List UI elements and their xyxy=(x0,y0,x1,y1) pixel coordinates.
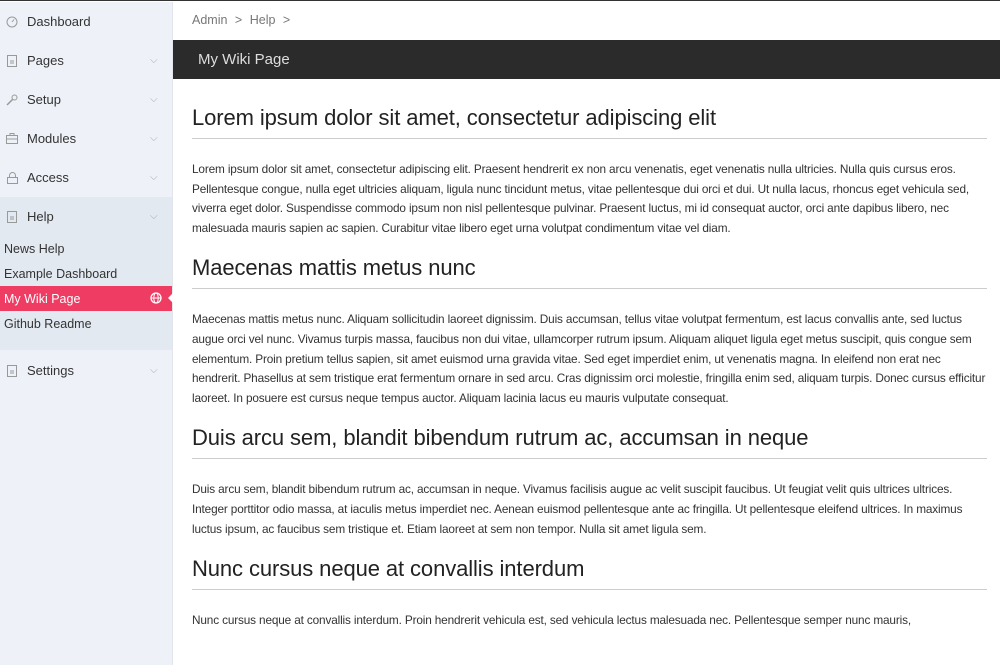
globe-icon xyxy=(150,292,162,307)
section-heading: Nunc cursus neque at convallis interdum xyxy=(192,556,987,590)
section-body: Nunc cursus neque at convallis interdum. Proin hendrerit vehicula est, sed vehicula lectus malesuada nec. Pellentesque semper nunc mauris, xyxy=(192,613,911,628)
wrench-icon xyxy=(5,93,19,107)
chevron-down-icon: ⌵ xyxy=(150,133,158,144)
sidebar-item-label: Dashboard xyxy=(27,14,91,29)
sidebar-item-label: Setup xyxy=(27,92,61,107)
briefcase-icon xyxy=(5,132,19,146)
breadcrumb xyxy=(192,13,294,27)
sidebar-subitem-example-dashboard[interactable]: Example Dashboard xyxy=(4,266,118,281)
sidebar-item-dashboard[interactable] xyxy=(0,2,172,41)
section-body: Duis arcu sem, blandit bibendum rutrum ac, accumsan in neque. Vivamus facilisis augue ac velit suscipit faucibus. Ut feugiat velit quis ultrices ultrices. Integer porttitor odio massa, at iaculis metus imperdiet nec. Aenean euismod pellentesque ante ac fringilla. Ut pellentesque eleifend ultrices. In maximus luctus ipsum, ac faucibus sem tristique et. Etiam laoreet at sem non tempor. Nulla sit amet ligula sem. xyxy=(192,482,963,536)
sidebar-item-pages[interactable] xyxy=(0,41,172,80)
section-heading: Maecenas mattis metus nunc xyxy=(192,255,987,289)
breadcrumb-help[interactable]: Help xyxy=(249,13,276,27)
page-title-bar xyxy=(173,40,1000,79)
sidebar-item-label: Access xyxy=(27,170,69,185)
chevron-down-icon: ⌵ xyxy=(150,211,158,222)
sidebar-item-access[interactable] xyxy=(0,158,172,197)
help-group xyxy=(0,197,172,350)
breadcrumb-separator: > xyxy=(234,13,243,27)
page-icon xyxy=(5,210,19,224)
page-title: My Wiki Page xyxy=(198,51,290,68)
page-icon xyxy=(5,54,19,68)
sidebar-item-settings[interactable] xyxy=(0,351,172,390)
wiki-content xyxy=(192,105,987,648)
sidebar-subitem-news-help[interactable]: News Help xyxy=(4,241,65,256)
chevron-down-icon: ⌵ xyxy=(150,94,158,105)
sidebar xyxy=(0,2,173,665)
sidebar-item-label: Help xyxy=(27,209,54,224)
section-heading: Lorem ipsum dolor sit amet, consectetur adipiscing elit xyxy=(192,105,987,139)
breadcrumb-separator: > xyxy=(282,13,291,27)
section-body: Maecenas mattis metus nunc. Aliquam sollicitudin laoreet dignissim. Duis accumsan, tellus vitae volutpat fermentum, est lacus convallis ante, sed luctus augue orci vel nunc. Vivamus turpis massa, faucibus non dui vitae, ullamcorper rutrum ipsum. Aliquam aliquet ligula eget metus suscipit, quis congue sem elementum. Proin pretium tellus sapien, sit amet euismod urna gravida vitae. Sed eget imperdiet enim, ut venenatis magna. In eleifend non erat nec hendrerit. Phasellus at sem tristique erat fermentum ornare in sed arcu. Cras dignissim orci molestie, fringilla enim sed, aliquam turpis. Donec cursus efficitur laoreet. In posuere est cursus neque tempus auctor. Aliquam lacinia lacus eu mauris vulputate consequat. xyxy=(192,312,986,405)
sidebar-item-label: Settings xyxy=(27,363,74,378)
breadcrumb-admin[interactable]: Admin xyxy=(192,13,228,27)
sidebar-item-label: Modules xyxy=(27,131,77,146)
section-heading: Duis arcu sem, blandit bibendum rutrum ac, accumsan in neque xyxy=(192,425,987,459)
sidebar-item-setup[interactable] xyxy=(0,80,172,119)
lock-icon xyxy=(5,171,19,185)
sidebar-item-label: Pages xyxy=(27,53,64,68)
section-body: Lorem ipsum dolor sit amet, consectetur adipiscing elit. Praesent hendrerit ex non arcu venenatis, eget venenatis nulla ultricies. Nulla quis cursus eros. Pellentesque congue, nulla eget ultricies aliquam, ligula nunc tincidunt metus, vitae pellentesque dui orci et dui. Ut nulla lacus, rhoncus eget vehicula sed, viverra eget dolor. Suspendisse commodo ipsum non nisl pellentesque pulvinar. Praesent luctus, mi id consequat auctor, orci ante dapibus libero, nec malesuada mauris sapien ac sapien. Curabitur vitae libero eget urna volutpat condimentum vitae vel diam. xyxy=(192,162,970,235)
chevron-down-icon: ⌵ xyxy=(150,55,158,66)
chevron-down-icon: ⌵ xyxy=(150,365,158,376)
sidebar-subitem-github-readme[interactable]: Github Readme xyxy=(4,316,92,331)
chevron-down-icon: ⌵ xyxy=(150,172,158,183)
sidebar-subitem-my-wiki-page[interactable] xyxy=(0,286,172,311)
sidebar-item-help[interactable] xyxy=(0,197,172,236)
sidebar-item-modules[interactable] xyxy=(0,119,172,158)
page-icon xyxy=(5,364,19,378)
dashboard-icon xyxy=(5,15,19,29)
sidebar-subitem-label: My Wiki Page xyxy=(4,291,81,306)
